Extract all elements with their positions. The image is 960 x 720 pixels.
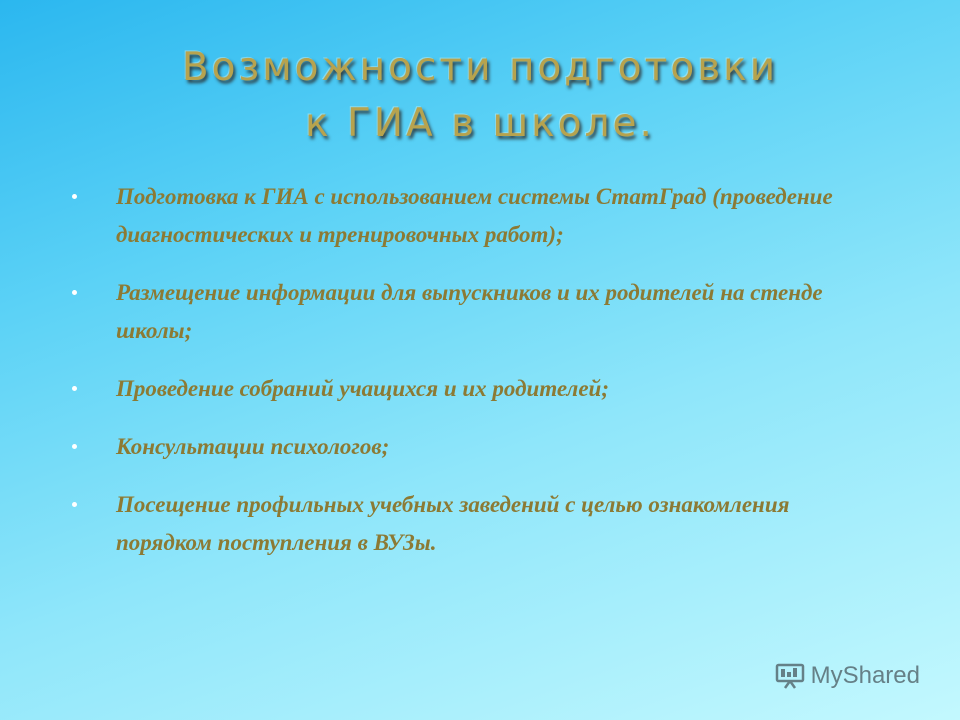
bullet-dot-icon bbox=[72, 290, 77, 295]
bullet-text: Посещение профильных учебных заведений с целью ознакомления порядком поступления в ВУЗы. bbox=[116, 492, 790, 555]
bullet-dot-icon bbox=[72, 502, 77, 507]
bullet-item bbox=[72, 486, 872, 562]
presentation-screen-icon bbox=[775, 663, 805, 689]
bullet-list bbox=[72, 178, 872, 582]
bullet-dot-icon bbox=[72, 194, 77, 199]
myshared-watermark bbox=[775, 662, 920, 690]
bullet-item bbox=[72, 370, 872, 408]
bullet-text: Подготовка к ГИА с использованием системы СтатГрад (проведение диагностических и тренировочных работ); bbox=[116, 184, 833, 247]
bullet-text: Консультации психологов; bbox=[116, 434, 390, 459]
bullet-item bbox=[72, 178, 872, 254]
bullet-item bbox=[72, 428, 872, 466]
bullet-text: Проведение собраний учащихся и их родителей; bbox=[116, 376, 610, 401]
bullet-dot-icon bbox=[72, 386, 77, 391]
bullet-item bbox=[72, 274, 872, 350]
watermark-text: MyShared bbox=[810, 662, 920, 689]
slide-title-line-1: Возможности подготовки bbox=[181, 45, 779, 90]
slide-title bbox=[80, 40, 880, 152]
bullet-dot-icon bbox=[72, 444, 77, 449]
slide-title-line-2: к ГИА в школе. bbox=[305, 101, 655, 146]
bullet-text: Размещение информации для выпускников и их родителей на стенде школы; bbox=[116, 280, 823, 343]
